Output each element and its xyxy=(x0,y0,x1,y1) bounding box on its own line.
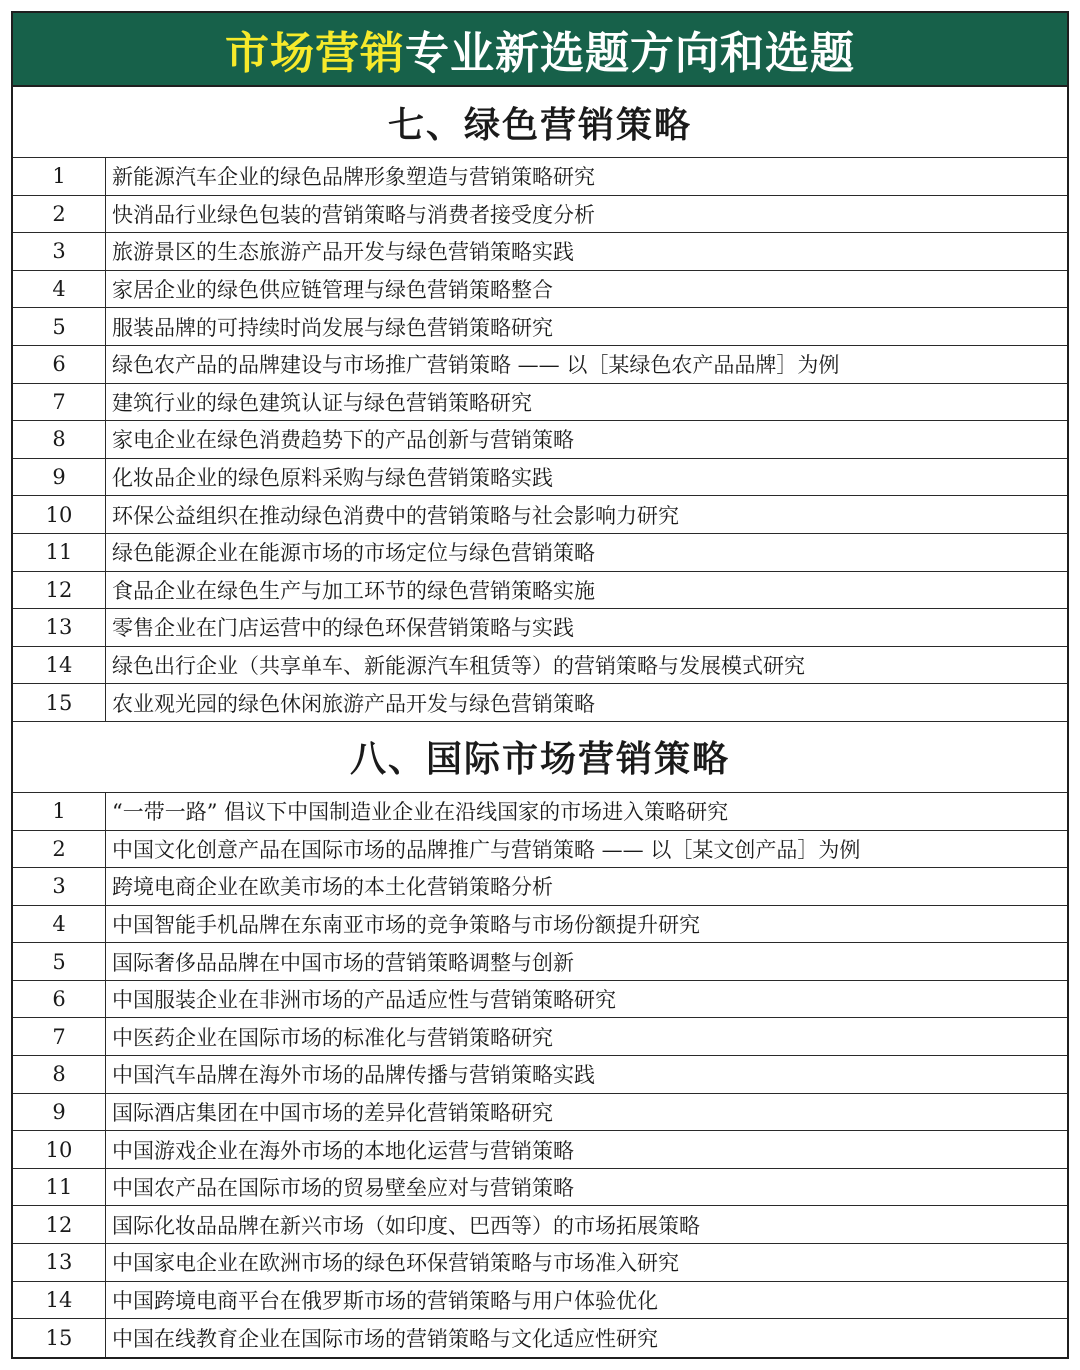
table-row xyxy=(13,1169,1067,1207)
table-row xyxy=(13,572,1067,610)
topic-text: 中医药企业在国际市场的标准化与营销策略研究 xyxy=(112,1025,553,1050)
row-number: 15 xyxy=(13,1319,106,1357)
topic-text: 国际酒店集团在中国市场的差异化营销策略研究 xyxy=(112,1100,553,1125)
table-row xyxy=(13,1018,1067,1056)
title-highlight: 市场营销 xyxy=(225,28,405,79)
topic-text: 化妆品企业的绿色原料采购与绿色营销策略实践 xyxy=(112,466,553,491)
table-row xyxy=(13,233,1067,271)
table-row xyxy=(13,421,1067,459)
table-row xyxy=(13,1094,1067,1132)
row-number: 4 xyxy=(13,906,106,943)
topic-text: 中国服装企业在非洲市场的产品适应性与营销策略研究 xyxy=(112,988,616,1013)
topic-text: 中国文化创意产品在国际市场的品牌推广与营销策略 —— 以［某文创产品］为例 xyxy=(112,837,861,862)
topic-text: 绿色能源企业在能源市场的市场定位与绿色营销策略 xyxy=(112,541,595,566)
section-heading: 七、绿色营销策略 xyxy=(13,87,1067,158)
topic-table xyxy=(11,11,1069,1359)
table-row xyxy=(13,981,1067,1019)
topic-text: 食品企业在绿色生产与加工环节的绿色营销策略实施 xyxy=(112,578,595,603)
topic-text: 快消品行业绿色包装的营销策略与消费者接受度分析 xyxy=(112,202,595,227)
row-number: 7 xyxy=(13,1018,106,1055)
topic-text: 建筑行业的绿色建筑认证与绿色营销策略研究 xyxy=(112,390,532,415)
sections-container xyxy=(13,87,1067,1357)
row-number: 3 xyxy=(13,868,106,905)
row-number: 3 xyxy=(13,233,106,270)
row-number: 8 xyxy=(13,1056,106,1093)
table-row xyxy=(13,271,1067,309)
table-row xyxy=(13,1244,1067,1282)
row-number: 14 xyxy=(13,647,106,684)
table-row xyxy=(13,868,1067,906)
topic-text: 绿色农产品的品牌建设与市场推广营销策略 —— 以［某绿色农产品品牌］为例 xyxy=(112,353,840,378)
row-number: 5 xyxy=(13,308,106,345)
table-row xyxy=(13,609,1067,647)
row-number: 6 xyxy=(13,346,106,383)
table-row xyxy=(13,1206,1067,1244)
title-rest: 专业新选题方向和选题 xyxy=(405,28,855,79)
row-number: 2 xyxy=(13,196,106,233)
table-row xyxy=(13,384,1067,422)
row-number: 2 xyxy=(13,831,106,868)
topic-text: 中国汽车品牌在海外市场的品牌传播与营销策略实践 xyxy=(112,1063,595,1088)
topic-text: 农业观光园的绿色休闲旅游产品开发与绿色营销策略 xyxy=(112,691,595,716)
topic-text: 中国智能手机品牌在东南亚市场的竞争策略与市场份额提升研究 xyxy=(112,912,700,937)
topic-text: 环保公益组织在推动绿色消费中的营销策略与社会影响力研究 xyxy=(112,503,679,528)
page-title xyxy=(13,13,1067,87)
row-number: 6 xyxy=(13,981,106,1018)
row-number: 4 xyxy=(13,271,106,308)
row-number: 10 xyxy=(13,496,106,533)
row-number: 7 xyxy=(13,384,106,421)
topic-text: 绿色出行企业（共享单车、新能源汽车租赁等）的营销策略与发展模式研究 xyxy=(112,654,805,679)
table-row xyxy=(13,1319,1067,1357)
table-row xyxy=(13,459,1067,497)
topic-text: 中国家电企业在欧洲市场的绿色环保营销策略与市场准入研究 xyxy=(112,1251,679,1276)
topic-text: 新能源汽车企业的绿色品牌形象塑造与营销策略研究 xyxy=(112,165,595,190)
row-number: 13 xyxy=(13,609,106,646)
topic-text: 家电企业在绿色消费趋势下的产品创新与营销策略 xyxy=(112,428,574,453)
row-number: 15 xyxy=(13,684,106,721)
table-row xyxy=(13,496,1067,534)
row-number: 14 xyxy=(13,1282,106,1319)
table-row xyxy=(13,196,1067,234)
row-number: 9 xyxy=(13,459,106,496)
topic-text: 中国游戏企业在海外市场的本地化运营与营销策略 xyxy=(112,1138,574,1163)
row-number: 1 xyxy=(13,793,106,830)
topic-text: 跨境电商企业在欧美市场的本土化营销策略分析 xyxy=(112,875,553,900)
topic-text: “一带一路” 倡议下中国制造业企业在沿线国家的市场进入策略研究 xyxy=(112,800,729,825)
topic-text: 中国在线教育企业在国际市场的营销策略与文化适应性研究 xyxy=(112,1327,658,1352)
table-row xyxy=(13,647,1067,685)
row-number: 8 xyxy=(13,421,106,458)
table-row xyxy=(13,534,1067,572)
row-number: 12 xyxy=(13,1206,106,1243)
row-number: 9 xyxy=(13,1094,106,1131)
row-number: 1 xyxy=(13,158,106,195)
table-row xyxy=(13,1131,1067,1169)
topic-text: 国际化妆品品牌在新兴市场（如印度、巴西等）的市场拓展策略 xyxy=(112,1213,700,1238)
row-number: 11 xyxy=(13,1169,106,1206)
topic-text: 家居企业的绿色供应链管理与绿色营销策略整合 xyxy=(112,278,553,303)
row-number: 13 xyxy=(13,1244,106,1281)
section-heading: 八、国际市场营销策略 xyxy=(13,722,1067,793)
table-row xyxy=(13,684,1067,722)
topic-text: 零售企业在门店运营中的绿色环保营销策略与实践 xyxy=(112,616,574,641)
row-number: 11 xyxy=(13,534,106,571)
table-row xyxy=(13,158,1067,196)
table-row xyxy=(13,308,1067,346)
topic-text: 国际奢侈品品牌在中国市场的营销策略调整与创新 xyxy=(112,950,574,975)
row-number: 10 xyxy=(13,1131,106,1168)
table-row xyxy=(13,1282,1067,1320)
table-row xyxy=(13,1056,1067,1094)
table-row xyxy=(13,793,1067,831)
table-row xyxy=(13,906,1067,944)
table-row xyxy=(13,346,1067,384)
topic-text: 中国农产品在国际市场的贸易壁垒应对与营销策略 xyxy=(112,1176,574,1201)
row-number: 5 xyxy=(13,943,106,980)
table-row xyxy=(13,943,1067,981)
row-number: 12 xyxy=(13,572,106,609)
topic-text: 服装品牌的可持续时尚发展与绿色营销策略研究 xyxy=(112,315,553,340)
topic-text: 中国跨境电商平台在俄罗斯市场的营销策略与用户体验优化 xyxy=(112,1288,658,1313)
table-row xyxy=(13,831,1067,869)
topic-text: 旅游景区的生态旅游产品开发与绿色营销策略实践 xyxy=(112,240,574,265)
